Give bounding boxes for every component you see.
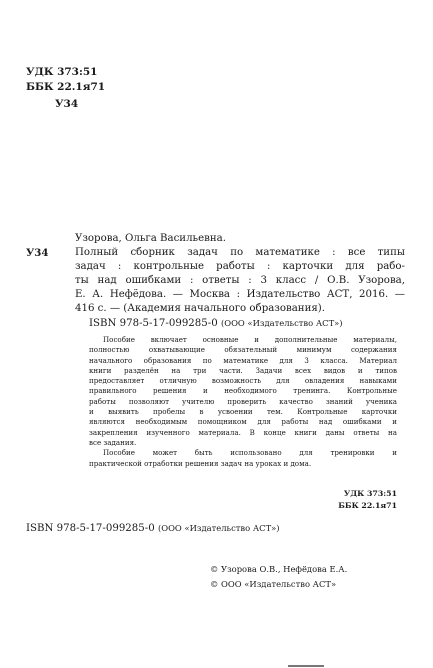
bottom-isbn-line [26, 523, 280, 534]
abstract [89, 335, 397, 469]
author-mark-top: У34 [55, 98, 79, 110]
bbk-code-small: ББК 22.1я71 [338, 501, 397, 510]
bbk-code: ББК 22.1я71 [26, 81, 106, 93]
entry-isbn-publisher: (ООО «Издательство АСТ») [220, 318, 343, 328]
entry-line: задач : контрольные работы : карточки для рабо- [75, 261, 405, 272]
bottom-isbn: ISBN 978-5-17-099285-0 [26, 523, 155, 534]
abstract-line: предоставляет отличную возможность для овладения навыками [89, 376, 397, 386]
entry-author-mark: У34 [26, 247, 49, 259]
abstract-line: полностью охватывающие обязательный минимум содержания [89, 345, 397, 355]
entry-line: Е. А. Нефёдова. — Москва : Издательство АСТ, 2016. — [75, 289, 405, 300]
abstract-line: книги разделён на три части. Задачи всех видов и типов [89, 365, 397, 375]
abstract-line: Пособие включает основные и дополнительные материалы, [103, 335, 397, 344]
abstract-line: закрепления изученного материала. В конце книги даны ответы на [89, 427, 397, 437]
abstract-line: и выявить пробелы в усвоении тем. Контрольные карточки [89, 407, 397, 417]
entry-isbn-line [89, 318, 343, 329]
copyright-authors: © Узорова О.В., Нефёдова Е.А. [210, 564, 348, 574]
entry-isbn: ISBN 978-5-17-099285-0 [89, 318, 218, 329]
abstract-line: правильного решения и необходимого тренинга. Контрольные [89, 386, 397, 396]
bottom-isbn-publisher: (ООО «Издательство АСТ») [157, 523, 280, 533]
abstract-line: являются необходимым помощником для работы над ошибками и [89, 417, 397, 427]
entry-line: ты над ошибками : ответы : 3 класс / О.В. Узорова, [75, 275, 405, 286]
abstract-line: работы позволяют учителю проверить качество знаний ученика [89, 396, 397, 406]
entry-author: Узорова, Ольга Васильевна. [75, 233, 226, 244]
abstract-line: начального образования по математике для 3 класса. Материал [89, 355, 397, 365]
udk-code: УДК 373:51 [26, 66, 98, 78]
udk-code-small: УДК 373:51 [343, 489, 397, 498]
entry-line: 416 с. — (Академия начального образования). [75, 303, 326, 314]
abstract-line: практической отработки решения задач на уроках и дома. [89, 458, 312, 468]
entry-line: Полный сборник задач по математике : все типы [75, 247, 405, 258]
entry-description [75, 246, 405, 316]
copyright-publisher: © ООО «Издательство АСТ» [210, 579, 337, 589]
scan-mark [288, 665, 324, 667]
abstract-line: Пособие может быть использовано для тренировки и [103, 448, 397, 458]
abstract-line: все задания. [89, 437, 137, 447]
